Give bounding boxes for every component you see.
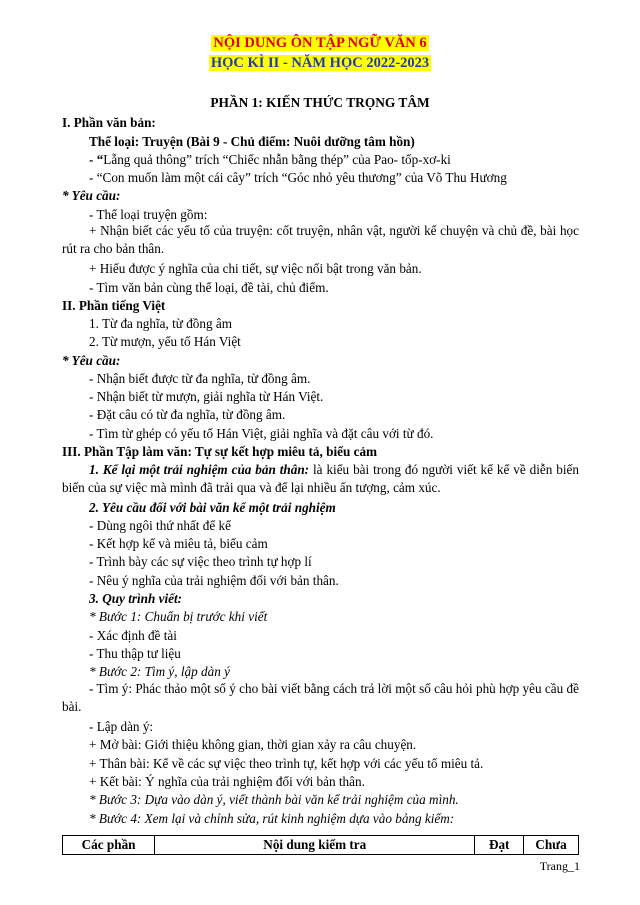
sec3-def-text: là kiểu bài trong đó người viết kể kể về diễn biến biến của sự việc mà mình đã trải qua và để lại nhiều ấn tượng, cảm xúc. [62, 462, 579, 495]
sec2-req-label: * Yêu cầu: [62, 353, 121, 368]
sec3-step2c: + Mở bài: Giới thiệu không gian, thời gian xảy ra câu chuyện. [89, 737, 417, 752]
sec3-step3: * Bước 3: Dựa vào dàn ý, viết thành bài văn kể trải nghiệm của mình. [89, 792, 459, 807]
sec3-def-label: 1. Kể lại một trải nghiệm của bản thân: [89, 462, 310, 477]
table-header-cell: Các phần [63, 836, 155, 855]
sec3-step2b: - Lập dàn ý: [89, 719, 154, 734]
sec1-genre: Thể loại: Truyện (Bài 9 - Chủ điểm: Nuôi dưỡng tâm hồn) [89, 134, 415, 149]
sec1-req-label: * Yêu cầu: [62, 188, 121, 203]
sec2-req1: - Nhận biết được từ đa nghĩa, từ đồng âm. [89, 371, 311, 386]
sec3-step4: * Bước 4: Xem lại và chỉnh sửa, rút kinh nghiệm dựa vào bảng kiểm: [89, 811, 455, 826]
sec3-step2d: + Thân bài: Kể về các sự việc theo trình tự, kết hợp với các yếu tố miêu tả. [89, 756, 484, 771]
checklist-table [62, 835, 579, 855]
page-number: Trang_1 [539, 859, 580, 873]
doc-title: NỘI DUNG ÔN TẬP NGỮ VĂN 6 [213, 35, 427, 51]
table-header-cell: Chưa [524, 836, 579, 855]
sec3-step2: * Bước 2: Tìm ý, lập dàn ý [89, 664, 230, 679]
sec2-req2: - Nhận biết từ mượn, giải nghĩa từ Hán Việt. [89, 389, 324, 404]
sec3-req1: - Dùng ngôi thứ nhất để kể [89, 518, 231, 533]
sec1-work2: - “Con muốn làm một cái cây” trích “Góc nhỏ yêu thương” của Võ Thu Hương [89, 170, 507, 185]
sec2-title: II. Phần tiếng Việt [62, 298, 166, 313]
sec1-req3: + Hiểu được ý nghĩa của chi tiết, sự việc nổi bật trong văn bản. [89, 261, 422, 276]
sec1-work1-text: Lẵng quả thông” trích “Chiếc nhẫn bằng thép” của Pao- tốp-xơ-ki [103, 152, 451, 167]
sec1-work1-prefix: - “ [89, 152, 104, 167]
sec2-req4: - Tìm từ ghép có yếu tố Hán Việt, giải nghĩa và đặt câu với từ đó. [89, 426, 434, 441]
sec3-req2: - Kết hợp kể và miêu tả, biểu cảm [89, 536, 268, 551]
table-header-cell: Nội dung kiểm tra [155, 836, 475, 855]
doc-subtitle: HỌC KÌ II - NĂM HỌC 2022-2023 [210, 55, 430, 71]
sec3-req3: - Trình bày các sự việc theo trình tự hợp lí [89, 554, 312, 569]
sec2-item1: 1. Từ đa nghĩa, từ đồng âm [89, 316, 232, 331]
sec3-step1: * Bước 1: Chuẩn bị trước khi viết [89, 609, 268, 624]
sec3-step2e: + Kết bài: Ý nghĩa của trải nghiệm đối với bản thân. [89, 774, 365, 789]
sec3-req-title: 2. Yêu cầu đối với bài văn kể một trải nghiệm [89, 500, 336, 515]
sec1-title: I. Phần văn bản: [62, 115, 156, 130]
doc-title-line [0, 34, 640, 52]
table-header-row [63, 836, 579, 855]
doc-subtitle-line [0, 54, 640, 72]
part1-heading: PHẦN 1: KIẾN THỨC TRỌNG TÂM [210, 95, 430, 110]
sec3-req4: - Nêu ý nghĩa của trải nghiệm đối với bản thân. [89, 573, 339, 588]
sec2-item2: 2. Từ mượn, yếu tố Hán Việt [89, 334, 241, 349]
sec3-step1b: - Thu thập tư liệu [89, 646, 181, 661]
sec2-req3: - Đặt câu có từ đa nghĩa, từ đồng âm. [89, 407, 286, 422]
sec1-req4: - Tìm văn bản cùng thể loại, đề tài, chủ điểm. [89, 280, 329, 295]
sec1-req2: + Nhận biết các yếu tố của truyện: cốt truyện, nhân vật, người kể chuyện và chủ đề, bài học rút ra cho bản thân. [62, 223, 579, 256]
sec1-req1: - Thể loại truyện gồm: [89, 207, 208, 222]
sec1-work1 [89, 152, 451, 168]
table-header-cell: Đạt [475, 836, 524, 855]
sec3-step1a: - Xác định đề tài [89, 628, 177, 643]
sec3-proc-title: 3. Quy trình viết: [89, 591, 183, 606]
sec3-definition [62, 461, 579, 497]
sec3-title: III. Phần Tập làm văn: Tự sự kết hợp miêu tả, biểu cảm [62, 444, 378, 459]
sec3-step2a: - Tìm ý: Phác thảo một số ý cho bài viết bằng cách trả lời một số câu hỏi phù hợp yêu cầu đề bài. [62, 681, 579, 714]
